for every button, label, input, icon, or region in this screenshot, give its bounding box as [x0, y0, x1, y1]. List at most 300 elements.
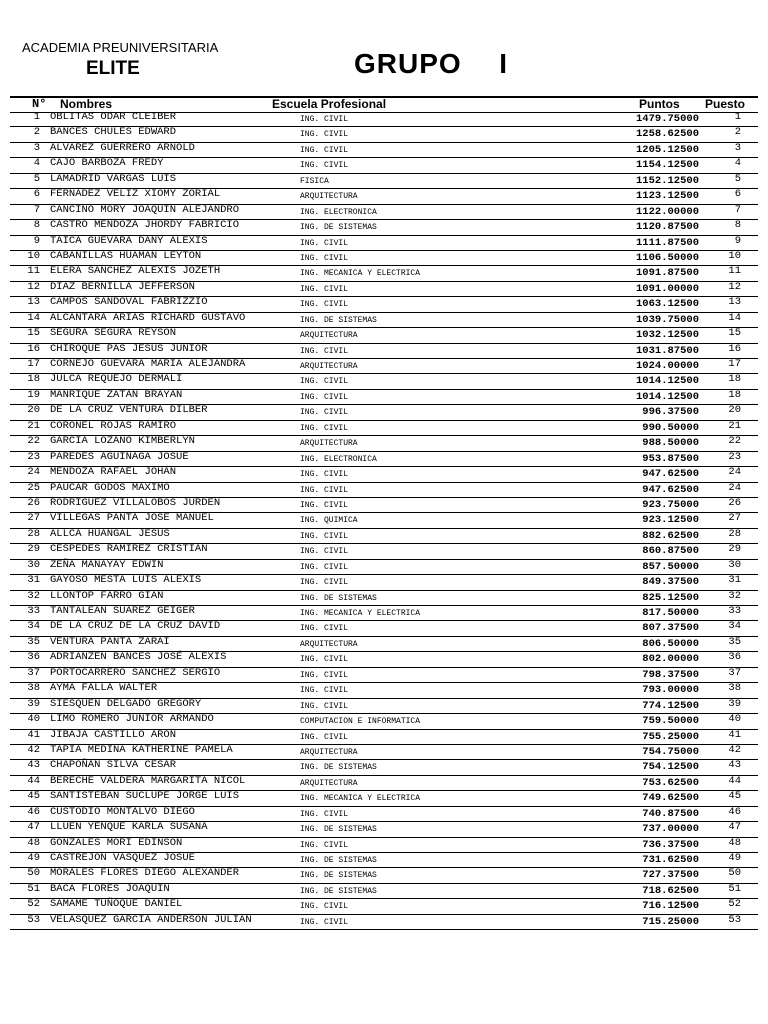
- row-number: 16: [27, 342, 40, 355]
- student-name: ALCANTARA ARIAS RICHARD GUSTAVO: [50, 311, 246, 324]
- points-value: 740.87500: [642, 807, 699, 820]
- points-value: 849.37500: [642, 576, 699, 589]
- row-number: 44: [27, 774, 40, 787]
- rank-value: 28: [728, 527, 741, 540]
- student-name: TAPIA MEDINA KATHERINE PAMELA: [50, 743, 233, 756]
- table-row: [10, 297, 758, 312]
- school-name: ING. CIVIL: [300, 346, 349, 356]
- results-table-body: [10, 112, 758, 930]
- student-name: GAYOSO MESTA LUIS ALEXIS: [50, 574, 202, 587]
- points-value: 860.87500: [642, 545, 699, 558]
- points-value: 1091.87500: [635, 267, 699, 280]
- column-header-nombres: Nombres: [60, 97, 113, 111]
- school-name: ING. CIVIL: [300, 531, 349, 541]
- table-row: [10, 266, 758, 281]
- school-name: ARQUITECTURA: [300, 778, 358, 788]
- row-number: 35: [27, 635, 40, 648]
- rank-value: 29: [728, 543, 741, 556]
- student-name: DIAZ BERNILLA JEFFERSON: [50, 280, 195, 293]
- student-name: LLUEN YENQUE KARLA SUSANA: [50, 821, 208, 834]
- student-name: ALLCA HUANGAL JESUS: [50, 527, 170, 540]
- school-name: ING. ELECTRONICA: [300, 207, 377, 217]
- points-value: 737.00000: [642, 823, 699, 836]
- table-row: [10, 776, 758, 791]
- student-name: SAMAME TUÑOQUE DANIEL: [50, 898, 183, 911]
- row-number: 6: [33, 188, 40, 201]
- table-row: [10, 714, 758, 729]
- school-name: ING. DE SISTEMAS: [300, 886, 377, 896]
- table-row: [10, 915, 758, 930]
- student-name: TAICA GUEVARA DANY ALEXIS: [50, 234, 208, 247]
- points-value: 953.87500: [642, 452, 699, 465]
- school-name: ING. CIVIL: [300, 902, 349, 912]
- points-value: 1122.00000: [635, 205, 699, 218]
- points-value: 1479.75000: [635, 113, 699, 125]
- school-name: ING. CIVIL: [300, 809, 349, 819]
- table-row: [10, 730, 758, 745]
- points-value: 947.62500: [642, 483, 699, 496]
- school-name: ING. CIVIL: [300, 500, 349, 510]
- points-value: 923.12500: [642, 514, 699, 527]
- points-value: 1111.87500: [635, 236, 699, 249]
- points-value: 1120.87500: [635, 221, 699, 234]
- rank-value: 13: [728, 296, 741, 309]
- row-number: 39: [27, 697, 40, 710]
- table-row: [10, 359, 758, 374]
- student-name: LAMADRID VARGAS LUIS: [50, 172, 177, 185]
- student-name: JIBAJA CASTILLO ARON: [50, 728, 177, 741]
- school-name: ING. DE SISTEMAS: [300, 223, 377, 233]
- points-value: 793.00000: [642, 684, 699, 697]
- student-name: CASTREJON VASQUEZ JOSUE: [50, 852, 195, 864]
- student-name: MENDOZA RAFAEL JOHAN: [50, 466, 177, 479]
- table-row: [10, 791, 758, 806]
- student-name: GONZALES MORI EDINSON: [50, 836, 183, 849]
- school-name: ING. CIVIL: [300, 145, 349, 155]
- row-number: 12: [27, 280, 40, 293]
- column-header-puesto: Puesto: [705, 97, 746, 111]
- student-name: BACA FLORES JOAQUIN: [50, 882, 170, 895]
- student-name: SIESQUEN DELGADO GREGORY: [50, 697, 202, 710]
- school-name: ING. DE SISTEMAS: [300, 871, 377, 881]
- school-name: ING. CIVIL: [300, 485, 349, 495]
- student-name: CHIROQUE PAS JESUS JUNIOR: [50, 342, 208, 355]
- rank-value: 51: [728, 882, 741, 895]
- student-name: BANCES CHULES EDWARD: [50, 126, 177, 139]
- points-value: 1205.12500: [635, 143, 699, 156]
- table-row: [10, 606, 758, 621]
- rank-value: 10: [728, 249, 741, 262]
- school-name: ING. CIVIL: [300, 253, 349, 263]
- student-name: MORALES FLORES DIEGO ALEXANDER: [50, 867, 240, 880]
- school-name: ING. MECANICA Y ELECTRICA: [300, 269, 421, 279]
- table-row: [10, 112, 758, 127]
- school-name: ARQUITECTURA: [300, 747, 358, 757]
- student-name: AYMA FALLA WALTER: [50, 682, 158, 695]
- rank-value: 9: [734, 234, 741, 247]
- student-name: CHAPOÑAN SILVA CESAR: [50, 759, 177, 772]
- points-value: 749.62500: [642, 792, 699, 805]
- student-name: GARCIA LOZANO KIMBERLYN: [50, 435, 195, 448]
- rank-value: 44: [728, 774, 741, 787]
- points-value: 755.25000: [642, 730, 699, 743]
- school-name: ING. CIVIL: [300, 917, 349, 927]
- points-value: 718.62500: [642, 884, 699, 897]
- rank-value: 2: [734, 126, 741, 139]
- points-value: 1039.75000: [635, 313, 699, 326]
- rank-value: 21: [728, 419, 741, 432]
- table-row: [10, 838, 758, 853]
- row-number: 25: [27, 481, 40, 494]
- row-number: 34: [27, 620, 40, 633]
- table-row: [10, 483, 758, 498]
- points-value: 807.37500: [642, 622, 699, 635]
- points-value: 817.50000: [642, 607, 699, 619]
- school-name: ARQUITECTURA: [300, 331, 358, 341]
- school-name: ING. DE SISTEMAS: [300, 856, 377, 865]
- rank-value: 50: [728, 867, 741, 880]
- school-name: ARQUITECTURA: [300, 192, 358, 202]
- student-name: PORTOCARRERO SANCHEZ SERGIO: [50, 666, 221, 679]
- student-name: CABANILLAS HUAMAN LEYTON: [50, 249, 202, 262]
- school-name: ING. CIVIL: [300, 670, 349, 680]
- rank-value: 47: [728, 821, 741, 834]
- points-value: 806.50000: [642, 637, 699, 650]
- student-name: FERNADEZ VELIZ XIOMY ZORIAL: [50, 188, 221, 201]
- rank-value: 4: [734, 157, 741, 170]
- school-name: ING. ELECTRONICA: [300, 454, 377, 464]
- table-row: [10, 668, 758, 683]
- points-value: 754.75000: [642, 745, 699, 758]
- row-number: 38: [27, 682, 40, 695]
- student-name: CASTRO MENDOZA JHORDY FABRICIO: [50, 219, 240, 232]
- student-name: CORONEL ROJAS RAMIRO: [50, 419, 177, 432]
- row-number: 23: [27, 450, 40, 463]
- points-value: 996.37500: [642, 406, 699, 419]
- student-name: BERECHE VALDERA MARGARITA NICOL: [50, 774, 246, 787]
- rank-value: 7: [734, 203, 741, 216]
- row-number: 32: [27, 589, 40, 602]
- rank-value: 12: [728, 280, 741, 293]
- rank-value: 31: [728, 574, 741, 587]
- student-name: CORNEJO GUEVARA MARIA ALEJANDRA: [50, 358, 246, 370]
- table-row: [10, 374, 758, 389]
- column-header-no: N°: [32, 97, 47, 111]
- points-value: 736.37500: [642, 838, 699, 851]
- table-row: [10, 637, 758, 652]
- table-row: [10, 189, 758, 204]
- table-row: [10, 807, 758, 822]
- points-value: 798.37500: [642, 668, 699, 681]
- rank-value: 45: [728, 790, 741, 803]
- table-row: [10, 205, 758, 220]
- student-name: ELERA SANCHEZ ALEXIS JOZETH: [50, 265, 221, 278]
- student-name: RODRIGUEZ VILLALOBOS JURDEN: [50, 496, 221, 509]
- table-row: [10, 174, 758, 189]
- row-number: 24: [27, 466, 40, 479]
- student-name: SEGURA SEGURA REYSON: [50, 327, 177, 340]
- table-row: [10, 344, 758, 359]
- school-name: ING. CIVIL: [300, 701, 349, 711]
- table-row: [10, 760, 758, 775]
- row-number: 4: [33, 157, 40, 170]
- rank-value: 53: [728, 913, 741, 926]
- school-name: ING. CIVIL: [300, 423, 349, 433]
- rank-value: 40: [728, 713, 741, 726]
- school-name: ING. CIVIL: [300, 578, 349, 588]
- row-number: 31: [27, 574, 40, 587]
- school-name: ING. CIVIL: [300, 562, 349, 572]
- row-number: 20: [27, 404, 40, 417]
- school-name: ING. CIVIL: [300, 392, 349, 402]
- column-header-escuela: Escuela Profesional: [272, 97, 387, 111]
- school-name: ING. DE SISTEMAS: [300, 763, 377, 773]
- points-value: 1152.12500: [635, 174, 699, 187]
- student-name: CUSTODIO MONTALVO DIEGO: [50, 805, 195, 818]
- rank-value: 15: [728, 327, 741, 340]
- student-name: OBLITAS ODAR CLEIBER: [50, 111, 177, 123]
- student-name: PAUCAR GODOS MAXIMO: [50, 481, 170, 494]
- row-number: 41: [27, 728, 40, 741]
- table-row: [10, 328, 758, 343]
- points-value: 727.37500: [642, 869, 699, 882]
- table-row: [10, 498, 758, 513]
- row-number: 18: [27, 373, 40, 386]
- school-name: ING. CIVIL: [300, 840, 349, 850]
- row-number: 30: [27, 558, 40, 571]
- points-value: 1024.00000: [635, 360, 699, 372]
- row-number: 33: [27, 605, 40, 617]
- points-value: 715.25000: [642, 915, 699, 928]
- row-number: 46: [27, 805, 40, 818]
- table-row: [10, 822, 758, 837]
- table-row: [10, 143, 758, 158]
- row-number: 45: [27, 790, 40, 803]
- school-name: ING. CIVIL: [300, 732, 349, 742]
- rank-value: 24: [728, 481, 741, 494]
- student-name: CESPEDES RAMIREZ CRISTIAN: [50, 543, 208, 556]
- rank-value: 37: [728, 666, 741, 679]
- table-row: [10, 405, 758, 420]
- points-value: 990.50000: [642, 421, 699, 434]
- points-value: 1154.12500: [635, 159, 699, 172]
- table-row: [10, 699, 758, 714]
- school-name: ARQUITECTURA: [300, 439, 358, 449]
- points-value: 1032.12500: [635, 329, 699, 342]
- school-name: ING. CIVIL: [300, 547, 349, 557]
- table-row: [10, 313, 758, 328]
- points-value: 947.62500: [642, 468, 699, 481]
- school-name: ING. MECANICA Y ELECTRICA: [300, 609, 421, 618]
- rank-value: 1: [734, 111, 741, 123]
- row-number: 37: [27, 666, 40, 679]
- academy-name: ACADEMIA PREUNIVERSITARIA: [22, 40, 219, 55]
- row-number: 28: [27, 527, 40, 540]
- school-name: ING. CIVIL: [300, 130, 349, 140]
- student-name: VELASQUEZ GARCIA ANDERSON JULIAN: [50, 913, 252, 926]
- row-number: 53: [27, 913, 40, 926]
- school-name: ING. CIVIL: [300, 377, 349, 387]
- points-value: 882.62500: [642, 529, 699, 542]
- rank-value: 36: [728, 651, 741, 664]
- school-name: ING. CIVIL: [300, 655, 349, 665]
- rank-value: 30: [728, 558, 741, 571]
- points-value: 988.50000: [642, 437, 699, 450]
- student-name: JULCA REQUEJO DERMALI: [50, 373, 183, 386]
- table-row: [10, 467, 758, 482]
- row-number: 8: [33, 219, 40, 232]
- points-value: 1014.12500: [635, 375, 699, 388]
- points-value: 1123.12500: [635, 190, 699, 203]
- table-row: [10, 436, 758, 451]
- table-row: [10, 251, 758, 266]
- table-row: [10, 158, 758, 173]
- table-row: [10, 899, 758, 914]
- rank-value: 24: [728, 466, 741, 479]
- rank-value: 18: [728, 373, 741, 386]
- row-number: 13: [27, 296, 40, 309]
- points-value: 1063.12500: [635, 298, 699, 311]
- school-name: ING. CIVIL: [300, 161, 349, 171]
- row-number: 49: [27, 852, 40, 864]
- group-title: GRUPO I: [354, 48, 509, 79]
- row-number: 22: [27, 435, 40, 448]
- table-row: [10, 884, 758, 899]
- rank-value: 27: [728, 512, 741, 525]
- table-row: [10, 529, 758, 544]
- school-name: ING. CIVIL: [300, 624, 349, 634]
- points-value: 1106.50000: [635, 251, 699, 264]
- row-number: 5: [33, 172, 40, 185]
- row-number: 51: [27, 882, 40, 895]
- rank-value: 3: [734, 141, 741, 154]
- row-number: 14: [27, 311, 40, 324]
- row-number: 29: [27, 543, 40, 556]
- rank-value: 20: [728, 404, 741, 417]
- rank-value: 16: [728, 342, 741, 355]
- row-number: 7: [33, 203, 40, 216]
- rank-value: 22: [728, 435, 741, 448]
- school-name: ARQUITECTURA: [300, 639, 358, 649]
- row-number: 43: [27, 759, 40, 772]
- school-name: ING. CIVIL: [300, 470, 349, 480]
- column-header-puntos: Puntos: [639, 97, 680, 111]
- rank-value: 46: [728, 805, 741, 818]
- student-name: DE LA CRUZ VENTURA DILBER: [50, 404, 208, 417]
- student-name: VILLEGAS PANTA JOSE MANUEL: [50, 512, 214, 525]
- table-row: [10, 544, 758, 559]
- row-number: 48: [27, 836, 40, 849]
- row-number: 11: [27, 265, 40, 278]
- student-name: SANTISTEBAN SUCLUPE JORGE LUIS: [50, 790, 240, 803]
- rank-value: 6: [734, 188, 741, 201]
- school-name: ING. DE SISTEMAS: [300, 593, 377, 603]
- school-name: ING. CIVIL: [300, 408, 349, 418]
- table-row: [10, 220, 758, 235]
- school-name: ING. CIVIL: [300, 238, 349, 248]
- points-value: 923.75000: [642, 498, 699, 511]
- rank-value: 43: [728, 759, 741, 772]
- rank-value: 49: [728, 852, 741, 864]
- points-value: 1091.00000: [635, 282, 699, 295]
- row-number: 27: [27, 512, 40, 525]
- rank-value: 26: [728, 496, 741, 509]
- points-value: 802.00000: [642, 653, 699, 666]
- table-row: [10, 390, 758, 405]
- student-name: TANTALEAN SUAREZ GEIGER: [50, 605, 195, 617]
- rank-value: 39: [728, 697, 741, 710]
- table-row: [10, 683, 758, 698]
- row-number: 3: [33, 141, 40, 154]
- school-name: ING. QUIMICA: [300, 516, 358, 526]
- student-name: ZEÑA MANAYAY EDWIN: [50, 558, 164, 571]
- points-value: 1031.87500: [635, 344, 699, 357]
- points-value: 774.12500: [642, 699, 699, 712]
- row-number: 15: [27, 327, 40, 340]
- points-value: 716.12500: [642, 900, 699, 913]
- points-value: 857.50000: [642, 560, 699, 573]
- student-name: VENTURA PANTA ZARAI: [50, 635, 170, 648]
- rank-value: 8: [734, 219, 741, 232]
- rank-value: 14: [728, 311, 741, 324]
- student-name: DE LA CRUZ DE LA CRUZ DAVID: [50, 620, 221, 633]
- table-row: [10, 868, 758, 883]
- table-row: [10, 621, 758, 636]
- table-row: [10, 452, 758, 467]
- row-number: 47: [27, 821, 40, 834]
- row-number: 40: [27, 713, 40, 726]
- student-name: LIMO ROMERO JUNIOR ARMANDO: [50, 713, 214, 726]
- points-value: 825.12500: [642, 591, 699, 604]
- row-number: 1: [33, 111, 40, 123]
- school-name: ING. DE SISTEMAS: [300, 825, 377, 835]
- rank-value: 23: [728, 450, 741, 463]
- table-row: [10, 560, 758, 575]
- rank-value: 35: [728, 635, 741, 648]
- points-value: 754.12500: [642, 761, 699, 774]
- student-name: MANRIQUE ZATAN BRAYAN: [50, 388, 183, 401]
- student-name: CAMPOS SANDOVAL FABRIZZIO: [50, 296, 208, 309]
- row-number: 52: [27, 898, 40, 911]
- rank-value: 52: [728, 898, 741, 911]
- rank-value: 5: [734, 172, 741, 185]
- student-name: CAJO BARBOZA FREDY: [50, 157, 164, 170]
- row-number: 9: [33, 234, 40, 247]
- student-name: PAREDES AGUINAGA JOSUE: [50, 450, 189, 463]
- rank-value: 48: [728, 836, 741, 849]
- table-row: [10, 236, 758, 251]
- row-number: 2: [33, 126, 40, 139]
- table-row: [10, 421, 758, 436]
- table-row: [10, 575, 758, 590]
- points-value: 753.62500: [642, 776, 699, 789]
- table-row: [10, 282, 758, 297]
- rank-value: 18: [728, 388, 741, 401]
- school-name: FISICA: [300, 176, 329, 186]
- school-name: ING. DE SISTEMAS: [300, 315, 377, 325]
- school-name: ING. MECANICA Y ELECTRICA: [300, 794, 421, 804]
- school-name: ING. CIVIL: [300, 284, 349, 294]
- table-row: [10, 853, 758, 868]
- row-number: 50: [27, 867, 40, 880]
- student-name: CANCINO MORY JOAQUIN ALEJANDRO: [50, 203, 240, 216]
- points-value: 759.50000: [642, 715, 699, 728]
- row-number: 17: [27, 358, 40, 370]
- row-number: 21: [27, 419, 40, 432]
- rank-value: 33: [728, 605, 741, 617]
- points-value: 1014.12500: [635, 390, 699, 403]
- rank-value: 38: [728, 682, 741, 695]
